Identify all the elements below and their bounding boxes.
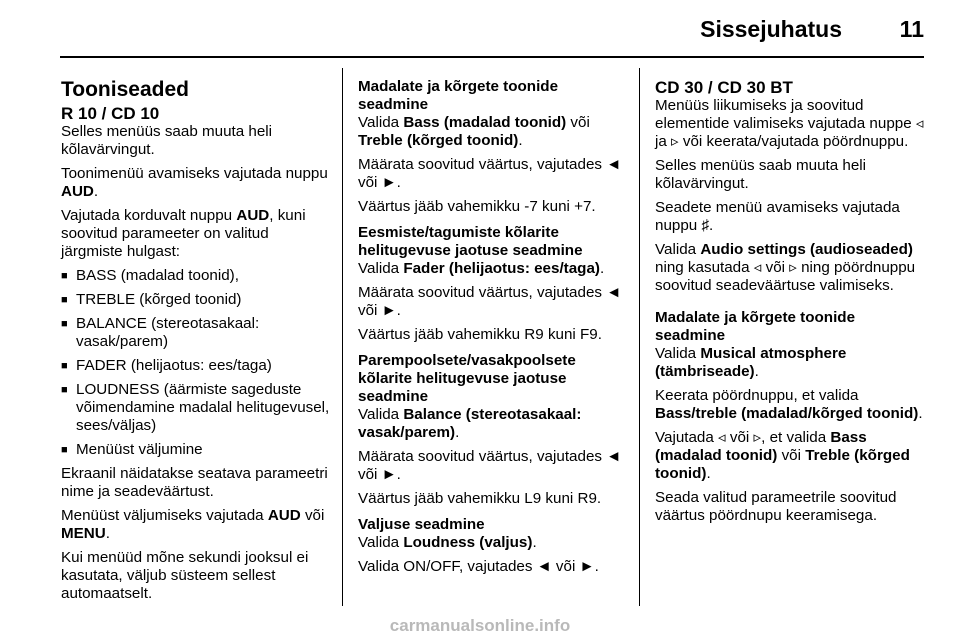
paragraph: Valida Balance (stereotasakaal: vasak/parem). <box>358 406 582 441</box>
column-1 <box>61 68 331 609</box>
paragraph: Valida Audio settings (audioseaded) ning kasutada ◃ või ▹ ning pöördnuppu soovitud seadeväärtuse valimiseks. <box>655 241 916 294</box>
paragraph: Määrata soovitud väärtus, vajutades ◄ või ►. <box>358 448 622 483</box>
list-item: ■ Menüüst väljumine <box>61 441 331 459</box>
block-loudness <box>358 516 628 576</box>
paragraph: Kui menüüd mõne sekundi jooksul ei kasutata, väljub süsteem sellest automaatselt. <box>61 549 309 602</box>
block-heading: Madalate ja kõrgete toonide seadmine <box>358 78 559 113</box>
paragraph: Väärtus jääb vahemikku L9 kuni R9. <box>358 490 602 507</box>
paragraph: Ekraanil näidatakse seatava parameetri nime ja seadeväärtust. <box>61 465 328 500</box>
section-title: Tooniseaded <box>61 78 189 101</box>
list-item: ■ TREBLE (kõrged toonid) <box>61 291 331 309</box>
header-title: Sissejuhatus <box>700 16 842 42</box>
paragraph: Selles menüüs saab muuta heli kõlavärvingut. <box>61 123 273 158</box>
column-divider <box>342 68 343 606</box>
list-item: ■ BASS (madalad toonid), <box>61 267 331 285</box>
paragraph: Väärtus jääb vahemikku R9 kuni F9. <box>358 326 602 343</box>
paragraph: Valida Loudness (valjus). <box>358 534 537 551</box>
paragraph: Vajutada ◃ või ▹, et valida Bass (madalad toonid) või Treble (kõrged toonid). <box>655 429 910 482</box>
block-heading: Madalate ja kõrgete toonide seadmine <box>655 309 856 344</box>
paragraph: Valida Musical atmosphere (tämbriseade). <box>655 345 847 380</box>
block-heading: Eesmiste/tagumiste kõlarite helitugevuse jaotuse seadmine <box>358 224 583 259</box>
list-item: ■ FADER (helijaotus: ees/taga) <box>61 357 331 375</box>
watermark: carmanualsonline.info <box>389 616 571 635</box>
block-balance <box>358 352 628 508</box>
paragraph: Seadete menüü avamiseks vajutada nuppu ♯. <box>655 199 900 234</box>
list-item: ■ LOUDNESS (äärmiste sageduste võimendamine madalal helitugevusel, sees/väljas) <box>61 381 331 435</box>
parameter-list <box>61 267 331 459</box>
subsection-title: R 10 / CD 10 <box>61 104 160 123</box>
column-2 <box>358 68 628 584</box>
paragraph: Keerata pöördnuppu, et valida Bass/treble (madalad/kõrged toonid). <box>655 387 923 422</box>
paragraph: Menüüst väljumiseks vajutada AUD või MENU. <box>61 507 325 542</box>
block-heading: Valjuse seadmine <box>358 516 485 533</box>
column-3 <box>655 68 925 531</box>
block-heading: Parempoolsete/vasakpoolsete kõlarite helitugevuse jaotuse seadmine <box>358 352 576 405</box>
paragraph: Menüüs liikumiseks ja soovitud elementide valimiseks vajutada nuppe ◃ ja ▹ või keerata/vajutada pöördnuppu. <box>655 97 924 150</box>
paragraph: Seada valitud parameetrile soovitud väärtus pöördnupu keeramisega. <box>655 489 897 524</box>
paragraph: Valida Fader (helijaotus: ees/taga). <box>358 260 605 277</box>
list-item: ■ BALANCE (stereotasakaal: vasak/parem) <box>61 315 331 351</box>
paragraph: Määrata soovitud väärtus, vajutades ◄ või ►. <box>358 156 622 191</box>
block-fader <box>358 224 628 344</box>
page-number: 11 <box>899 16 924 42</box>
paragraph: Väärtus jääb vahemikku -7 kuni +7. <box>358 198 596 215</box>
page-header <box>60 0 924 58</box>
paragraph: Valida Bass (madalad toonid) või Treble (kõrged toonid). <box>358 114 590 149</box>
block-bass-treble <box>358 78 628 216</box>
paragraph: Selles menüüs saab muuta heli kõlavärvingut. <box>655 157 867 192</box>
paragraph: Vajutada korduvalt nuppu AUD, kuni soovitud parameeter on valitud järgmiste hulgast: <box>61 207 306 260</box>
column-divider <box>639 68 640 606</box>
subsection-title: CD 30 / CD 30 BT <box>655 78 793 97</box>
paragraph: Valida ON/OFF, vajutades ◄ või ►. <box>358 558 599 575</box>
paragraph: Toonimenüü avamiseks vajutada nuppu AUD. <box>61 165 328 200</box>
paragraph: Määrata soovitud väärtus, vajutades ◄ või ►. <box>358 284 622 319</box>
